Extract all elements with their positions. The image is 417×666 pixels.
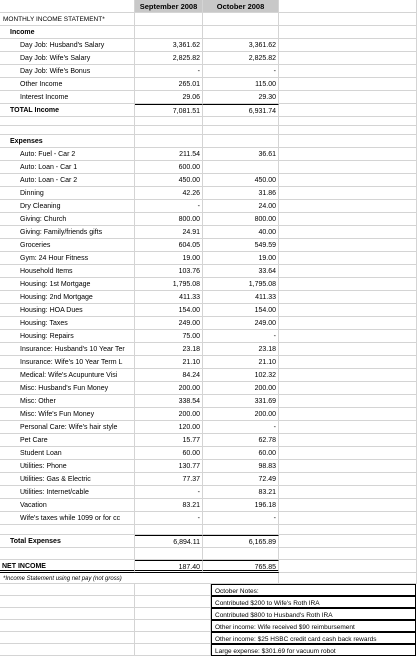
cell-a1[interactable] xyxy=(0,0,135,13)
net-income-oct[interactable]: 765.85 xyxy=(203,560,279,573)
expense-sep-value[interactable]: 249.00 xyxy=(135,317,203,330)
expenses-heading-row xyxy=(0,135,417,148)
notes-row xyxy=(0,632,417,644)
expense-label[interactable]: Dinning xyxy=(0,187,135,200)
expense-row xyxy=(0,408,417,421)
expense-oct-value[interactable]: 19.00 xyxy=(203,252,279,265)
expense-label[interactable]: Auto: Fuel - Car 2 xyxy=(0,148,135,161)
expense-row xyxy=(0,382,417,395)
note-line[interactable]: Other income: $25 HSBC credit card cash back rewards xyxy=(211,632,416,644)
income-oct-value[interactable]: 115.00 xyxy=(203,78,279,91)
cell-empty[interactable] xyxy=(279,573,417,584)
cell-empty[interactable] xyxy=(279,174,417,187)
expense-oct-value[interactable]: 800.00 xyxy=(203,213,279,226)
expense-row xyxy=(0,278,417,291)
expense-label[interactable]: Groceries xyxy=(0,239,135,252)
expense-label[interactable]: Giving: Family/friends gifts xyxy=(0,226,135,239)
cell-empty[interactable] xyxy=(135,117,203,126)
cell-empty[interactable] xyxy=(279,317,417,330)
income-row xyxy=(0,78,417,91)
income-sep-value[interactable]: 265.01 xyxy=(135,78,203,91)
cell-empty[interactable] xyxy=(279,304,417,317)
expense-sep-value[interactable]: 103.76 xyxy=(135,265,203,278)
expense-sep-value[interactable]: 21.10 xyxy=(135,356,203,369)
header-september[interactable]: September 2008 xyxy=(135,0,203,13)
statement-title[interactable]: MONTHLY INCOME STATEMENT* xyxy=(0,13,135,26)
cell-empty[interactable] xyxy=(0,548,135,560)
cell-empty[interactable] xyxy=(0,644,135,656)
notes-row xyxy=(0,644,417,656)
expense-sep-value[interactable]: 411.33 xyxy=(135,291,203,304)
expense-label[interactable]: Pet Care xyxy=(0,434,135,447)
expense-oct-value[interactable]: 72.49 xyxy=(203,473,279,486)
expense-sep-value[interactable]: 200.00 xyxy=(135,382,203,395)
expense-row xyxy=(0,447,417,460)
note-line[interactable]: Other income: Wife received $90 reimbursement xyxy=(211,620,416,632)
expense-sep-value[interactable]: 15.77 xyxy=(135,434,203,447)
income-sep-value[interactable]: - xyxy=(135,65,203,78)
cell-empty[interactable] xyxy=(279,499,417,512)
expense-sep-value[interactable]: 600.00 xyxy=(135,161,203,174)
cell-empty[interactable] xyxy=(279,135,417,148)
net-income-label[interactable]: NET INCOME xyxy=(0,560,135,573)
header-row xyxy=(0,0,417,13)
expense-label[interactable]: Personal Care: Wife's hair style xyxy=(0,421,135,434)
cell-empty[interactable] xyxy=(135,620,211,632)
blank-row xyxy=(0,117,417,126)
cell-empty[interactable] xyxy=(0,525,135,535)
expense-oct-value[interactable]: 450.00 xyxy=(203,174,279,187)
cell-empty[interactable] xyxy=(279,78,417,91)
expense-oct-value[interactable]: - xyxy=(203,421,279,434)
cell-empty[interactable] xyxy=(279,26,417,39)
cell-empty[interactable] xyxy=(279,200,417,213)
expense-sep-value[interactable]: 130.77 xyxy=(135,460,203,473)
expense-label[interactable]: Insurance: Wife's 10 Year Term L xyxy=(0,356,135,369)
income-oct-value[interactable]: - xyxy=(203,65,279,78)
expense-oct-value[interactable]: - xyxy=(203,330,279,343)
notes-title-row xyxy=(0,584,417,596)
income-sep-value[interactable]: 29.06 xyxy=(135,91,203,104)
expense-row xyxy=(0,148,417,161)
note-line[interactable]: Large expense: $301.69 for vacuum robot xyxy=(211,644,416,656)
expense-sep-value[interactable]: 120.00 xyxy=(135,421,203,434)
expense-label[interactable]: Household Items xyxy=(0,265,135,278)
cell-empty[interactable] xyxy=(0,126,135,135)
cell-empty[interactable] xyxy=(0,596,135,608)
expense-label[interactable]: Auto: Loan - Car 1 xyxy=(0,161,135,174)
expense-oct-value[interactable]: 154.00 xyxy=(203,304,279,317)
expense-label[interactable]: Housing: HOA Dues xyxy=(0,304,135,317)
cell-empty[interactable] xyxy=(279,447,417,460)
footnote-row xyxy=(0,573,417,584)
expense-label[interactable]: Gym: 24 Hour Fitness xyxy=(0,252,135,265)
expense-oct-value[interactable]: 200.00 xyxy=(203,408,279,421)
header-october[interactable]: October 2008 xyxy=(203,0,279,13)
total-income-sep[interactable]: 7,081.51 xyxy=(135,104,203,117)
notes-row xyxy=(0,608,417,620)
cell-empty[interactable] xyxy=(279,148,417,161)
cell-empty[interactable] xyxy=(279,512,417,525)
expense-oct-value[interactable]: 196.18 xyxy=(203,499,279,512)
income-heading[interactable]: Income xyxy=(0,26,135,39)
expense-label[interactable]: Housing: 2nd Mortgage xyxy=(0,291,135,304)
cell-empty[interactable] xyxy=(279,369,417,382)
cell-empty[interactable] xyxy=(135,126,203,135)
cell-empty[interactable] xyxy=(203,548,279,560)
income-row xyxy=(0,39,417,52)
cell-empty[interactable] xyxy=(279,535,417,548)
expense-sep-value[interactable]: 24.91 xyxy=(135,226,203,239)
total-expenses-label[interactable]: Total Expenses xyxy=(0,535,135,548)
income-row xyxy=(0,52,417,65)
expense-row xyxy=(0,252,417,265)
total-expenses-oct[interactable]: 6,165.89 xyxy=(203,535,279,548)
expense-label[interactable]: Misc: Wife's Fun Money xyxy=(0,408,135,421)
expense-sep-value[interactable]: - xyxy=(135,486,203,499)
cell-empty[interactable] xyxy=(279,265,417,278)
cell-empty[interactable] xyxy=(203,26,279,39)
expense-row xyxy=(0,434,417,447)
expense-row xyxy=(0,343,417,356)
expense-sep-value[interactable]: 42.26 xyxy=(135,187,203,200)
cell-empty[interactable] xyxy=(135,135,203,148)
cell-empty[interactable] xyxy=(0,117,135,126)
expense-oct-value[interactable]: 549.59 xyxy=(203,239,279,252)
notes-row xyxy=(0,620,417,632)
income-row xyxy=(0,91,417,104)
expense-oct-value[interactable]: 200.00 xyxy=(203,382,279,395)
cell-empty[interactable] xyxy=(203,126,279,135)
cell-empty[interactable] xyxy=(279,473,417,486)
cell-empty[interactable] xyxy=(279,117,417,126)
expense-label[interactable]: Medical: Wife's Acupunture Visi xyxy=(0,369,135,382)
expense-sep-value[interactable]: - xyxy=(135,200,203,213)
cell-empty[interactable] xyxy=(279,252,417,265)
cell-empty[interactable] xyxy=(279,486,417,499)
cell-empty[interactable] xyxy=(279,408,417,421)
income-oct-value[interactable]: 2,825.82 xyxy=(203,52,279,65)
cell-empty[interactable] xyxy=(279,434,417,447)
cell-empty[interactable] xyxy=(279,226,417,239)
expense-row xyxy=(0,512,417,525)
expense-label[interactable]: Misc: Other xyxy=(0,395,135,408)
cell-empty[interactable] xyxy=(279,291,417,304)
cell-empty[interactable] xyxy=(135,13,203,26)
expense-label[interactable]: Insurance: Husband's 10 Year Ter xyxy=(0,343,135,356)
cell-empty[interactable] xyxy=(135,608,211,620)
expense-oct-value[interactable]: 24.00 xyxy=(203,200,279,213)
notes-row xyxy=(0,596,417,608)
expense-label[interactable]: Giving: Church xyxy=(0,213,135,226)
expense-label[interactable]: Housing: Taxes xyxy=(0,317,135,330)
cell-empty[interactable] xyxy=(279,213,417,226)
expense-sep-value[interactable]: 83.21 xyxy=(135,499,203,512)
expense-oct-value[interactable]: 62.78 xyxy=(203,434,279,447)
expense-oct-value[interactable]: 60.00 xyxy=(203,447,279,460)
expense-label[interactable]: Wife's taxes while 1099 or for cc xyxy=(0,512,135,525)
cell-empty[interactable] xyxy=(279,560,417,573)
expense-sep-value[interactable]: 19.00 xyxy=(135,252,203,265)
expense-label[interactable]: Dry Cleaning xyxy=(0,200,135,213)
expense-row xyxy=(0,460,417,473)
expense-row xyxy=(0,265,417,278)
expense-oct-value[interactable]: 40.00 xyxy=(203,226,279,239)
cell-empty[interactable] xyxy=(279,39,417,52)
expense-sep-value[interactable]: 60.00 xyxy=(135,447,203,460)
expense-oct-value[interactable]: 83.21 xyxy=(203,486,279,499)
income-label[interactable]: Day Job: Wife's Salary xyxy=(0,52,135,65)
notes-title[interactable]: October Notes: xyxy=(211,584,416,596)
cell-empty[interactable] xyxy=(279,382,417,395)
expense-oct-value[interactable]: - xyxy=(203,512,279,525)
expense-row xyxy=(0,499,417,512)
expense-row xyxy=(0,213,417,226)
expense-sep-value[interactable]: 84.24 xyxy=(135,369,203,382)
cell-empty[interactable] xyxy=(135,26,203,39)
income-label[interactable]: Interest Income xyxy=(0,91,135,104)
cell-empty[interactable] xyxy=(279,104,417,117)
footnote[interactable]: *Income Statement using net pay (not gross) xyxy=(0,573,203,584)
expense-row xyxy=(0,369,417,382)
note-line[interactable]: Contributed $800 to Husband's Roth IRA xyxy=(211,608,416,620)
expense-label[interactable]: Housing: 1st Mortgage xyxy=(0,278,135,291)
expense-sep-value[interactable]: 211.54 xyxy=(135,148,203,161)
expense-row xyxy=(0,226,417,239)
income-label[interactable]: Day Job: Wife's Bonus xyxy=(0,65,135,78)
cell-empty[interactable] xyxy=(135,584,211,596)
expense-sep-value[interactable]: 800.00 xyxy=(135,213,203,226)
expense-sep-value[interactable]: 75.00 xyxy=(135,330,203,343)
expense-row xyxy=(0,421,417,434)
total-income-oct[interactable]: 6,931.74 xyxy=(203,104,279,117)
cell-empty[interactable] xyxy=(135,632,211,644)
expense-sep-value[interactable]: 200.00 xyxy=(135,408,203,421)
expense-oct-value[interactable]: 98.83 xyxy=(203,460,279,473)
expense-oct-value[interactable]: 36.61 xyxy=(203,148,279,161)
total-income-label[interactable]: TOTAL Income xyxy=(0,104,135,117)
cell-empty[interactable] xyxy=(279,13,417,26)
income-label[interactable]: Other Income xyxy=(0,78,135,91)
cell-empty[interactable] xyxy=(135,525,203,535)
cell-empty[interactable] xyxy=(0,620,135,632)
cell-empty[interactable] xyxy=(279,460,417,473)
expense-oct-value[interactable]: 102.32 xyxy=(203,369,279,382)
cell-d1[interactable] xyxy=(279,0,417,13)
cell-empty[interactable] xyxy=(0,584,135,596)
expense-oct-value[interactable]: 31.86 xyxy=(203,187,279,200)
cell-empty[interactable] xyxy=(203,525,279,535)
cell-empty[interactable] xyxy=(135,644,211,656)
expense-row xyxy=(0,330,417,343)
income-label[interactable]: Day Job: Husband's Salary xyxy=(0,39,135,52)
expense-sep-value[interactable]: 604.05 xyxy=(135,239,203,252)
expense-row xyxy=(0,356,417,369)
net-income-row xyxy=(0,560,417,573)
cell-empty[interactable] xyxy=(279,395,417,408)
expense-oct-value[interactable]: 249.00 xyxy=(203,317,279,330)
expense-oct-value[interactable]: 21.10 xyxy=(203,356,279,369)
expense-label[interactable]: Student Loan xyxy=(0,447,135,460)
expense-label[interactable]: Utilities: Phone xyxy=(0,460,135,473)
expense-row xyxy=(0,291,417,304)
income-oct-value[interactable]: 29.30 xyxy=(203,91,279,104)
income-sep-value[interactable]: 3,361.62 xyxy=(135,39,203,52)
expense-oct-value[interactable]: 331.69 xyxy=(203,395,279,408)
cell-empty[interactable] xyxy=(203,117,279,126)
expense-label[interactable]: Misc: Husband's Fun Money xyxy=(0,382,135,395)
income-oct-value[interactable]: 3,361.62 xyxy=(203,39,279,52)
expense-row xyxy=(0,395,417,408)
title-row xyxy=(0,13,417,26)
income-sep-value[interactable]: 2,825.82 xyxy=(135,52,203,65)
cell-empty[interactable] xyxy=(279,91,417,104)
expense-sep-value[interactable]: 1,795.08 xyxy=(135,278,203,291)
cell-empty[interactable] xyxy=(203,573,279,584)
expense-oct-value[interactable] xyxy=(203,161,279,174)
total-expenses-row xyxy=(0,535,417,548)
total-income-row xyxy=(0,104,417,117)
income-row xyxy=(0,65,417,78)
expense-row xyxy=(0,239,417,252)
expense-label[interactable]: Auto: Loan - Car 2 xyxy=(0,174,135,187)
expense-label[interactable]: Vacation xyxy=(0,499,135,512)
cell-empty[interactable] xyxy=(279,548,417,560)
cell-empty[interactable] xyxy=(203,135,279,148)
cell-empty[interactable] xyxy=(279,421,417,434)
cell-empty[interactable] xyxy=(0,608,135,620)
expense-row xyxy=(0,304,417,317)
cell-empty[interactable] xyxy=(0,632,135,644)
cell-empty[interactable] xyxy=(279,161,417,174)
expense-row xyxy=(0,161,417,174)
cell-empty[interactable] xyxy=(279,52,417,65)
expense-sep-value[interactable]: 23.18 xyxy=(135,343,203,356)
cell-empty[interactable] xyxy=(135,548,203,560)
expense-row xyxy=(0,200,417,213)
expense-row xyxy=(0,187,417,200)
expense-label[interactable]: Utilities: Internet/cable xyxy=(0,486,135,499)
cell-empty[interactable] xyxy=(135,596,211,608)
blank-row xyxy=(0,126,417,135)
expense-oct-value[interactable]: 1,795.08 xyxy=(203,278,279,291)
cell-empty[interactable] xyxy=(279,343,417,356)
total-expenses-sep[interactable]: 6,894.11 xyxy=(135,535,203,548)
cell-empty[interactable] xyxy=(279,356,417,369)
cell-empty[interactable] xyxy=(279,278,417,291)
expense-row xyxy=(0,473,417,486)
cell-empty[interactable] xyxy=(279,126,417,135)
expense-row xyxy=(0,486,417,499)
expense-oct-value[interactable]: 411.33 xyxy=(203,291,279,304)
expenses-heading[interactable]: Expenses xyxy=(0,135,135,148)
cell-empty[interactable] xyxy=(279,330,417,343)
expense-oct-value[interactable]: 33.64 xyxy=(203,265,279,278)
blank-row xyxy=(0,525,417,535)
cell-empty[interactable] xyxy=(279,239,417,252)
expense-sep-value[interactable]: - xyxy=(135,512,203,525)
expense-sep-value[interactable]: 77.37 xyxy=(135,473,203,486)
expense-sep-value[interactable]: 338.54 xyxy=(135,395,203,408)
expense-row xyxy=(0,174,417,187)
expense-row xyxy=(0,317,417,330)
expense-sep-value[interactable]: 450.00 xyxy=(135,174,203,187)
cell-empty[interactable] xyxy=(279,525,417,535)
cell-empty[interactable] xyxy=(203,13,279,26)
expense-oct-value[interactable]: 23.18 xyxy=(203,343,279,356)
note-line[interactable]: Contributed $200 to Wife's Roth IRA xyxy=(211,596,416,608)
expense-sep-value[interactable]: 154.00 xyxy=(135,304,203,317)
net-income-sep[interactable]: 187.40 xyxy=(135,560,203,573)
expense-label[interactable]: Housing: Repairs xyxy=(0,330,135,343)
expense-label[interactable]: Utilities: Gas & Electric xyxy=(0,473,135,486)
cell-empty[interactable] xyxy=(279,187,417,200)
blank-row xyxy=(0,548,417,560)
income-heading-row xyxy=(0,26,417,39)
cell-empty[interactable] xyxy=(279,65,417,78)
